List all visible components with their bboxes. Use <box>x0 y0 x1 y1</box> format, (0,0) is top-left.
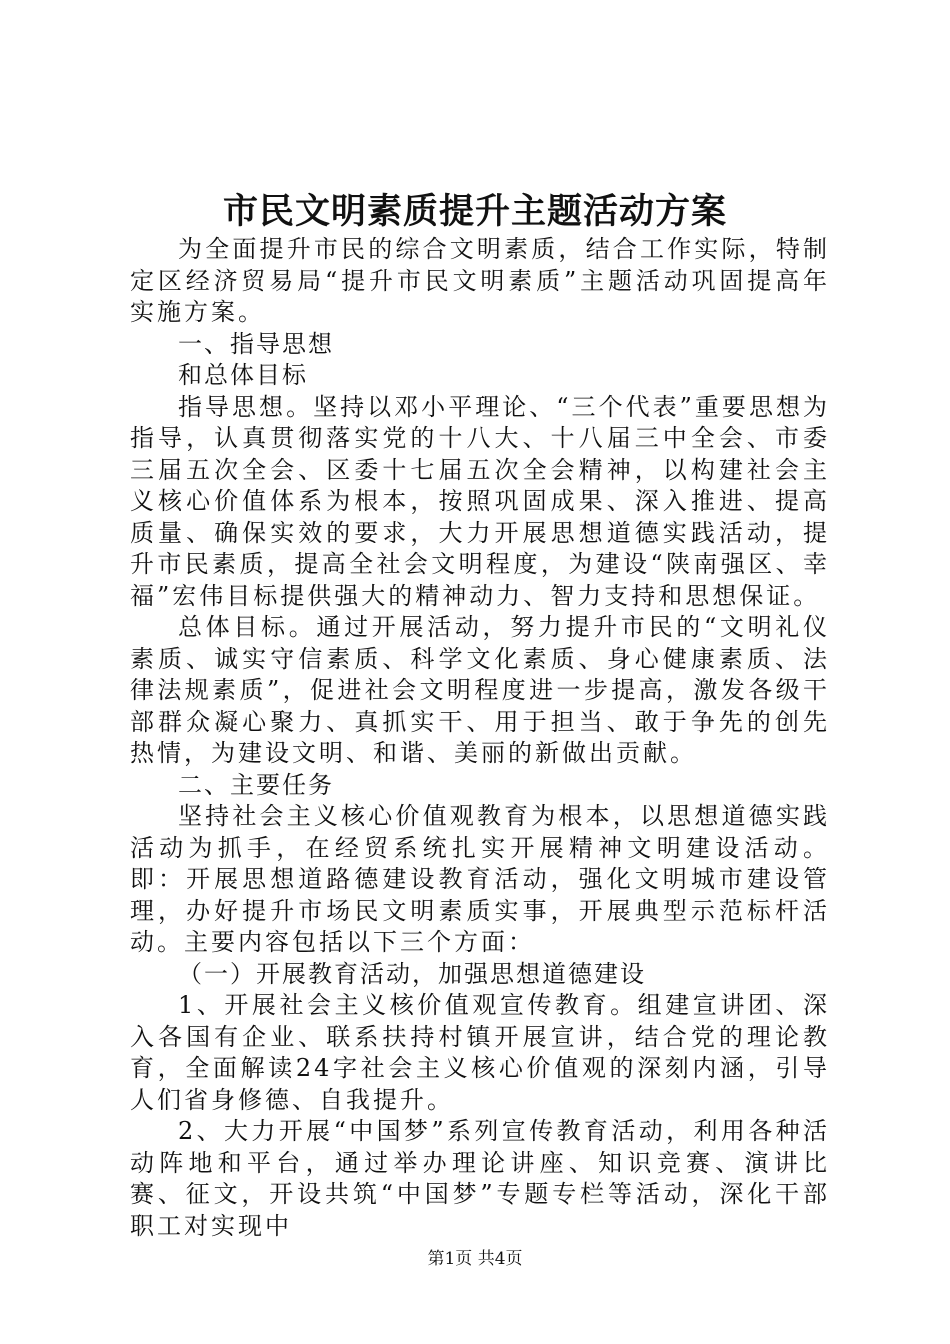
paragraph-guiding-ideology: 指导思想。坚持以邓小平理论、“三个代表”重要思想为指导，认真贯彻落实党的十八大、十八届三中全会、市委三届五次全会、区委十七届五次全会精神，以构建社会主义核心价值体系为根本，按照巩固成果、深入推进、提高质量、确保实效的要求，大力开展思想道德实践活动，提升市民素质，提高全社会文明程度，为建设“陕南强区、幸福”宏伟目标提供强大的精神动力、智力支持和思想保证。 <box>130 392 830 610</box>
section-heading-guiding-ideology: 一、指导思想 <box>178 329 334 358</box>
section-heading-main-tasks: 二、主要任务 <box>178 770 334 799</box>
page-number-footer: 第1页 共4页 <box>427 1249 523 1269</box>
document-body <box>130 234 830 1242</box>
subsection-heading-education: （一）开展教育活动，加强思想道德建设 <box>178 959 646 988</box>
paragraph-overall-goal: 总体目标。通过开展活动，努力提升市民的“文明礼仪素质、诚实守信素质、科学文化素质、身心健康素质、法律法规素质”，促进社会文明程度进一步提高，激发各级干部群众凝心聚力、真抓实干、用于担当、敢于争先的创先热情，为建设文明、和谐、美丽的新做出贡献。 <box>130 613 830 767</box>
paragraph-main-tasks: 坚持社会主义核心价值观教育为根本，以思想道德实践活动为抓手，在经贸系统扎实开展精神文明建设活动。即：开展思想道路德建设教育活动，强化文明城市建设管理，办好提升市场民文明素质实事，开展典型示范标杆活动。主要内容包括以下三个方面： <box>130 802 830 956</box>
paragraph-item-2: 2、大力开展“中国梦”系列宣传教育活动，利用各种活动阵地和平台，通过举办理论讲座、知识竞赛、演讲比赛、征文，开设共筑“中国梦”专题专栏等活动，深化干部职工对实现中 <box>130 1117 830 1240</box>
section-heading-overall-goal: 和总体目标 <box>178 361 308 389</box>
paragraph-intro: 为全面提升市民的综合文明素质，结合工作实际，特制定区经济贸易局“提升市民文明素质”主题活动巩固提高年实施方案。 <box>130 235 830 326</box>
document-title: 市民文明素质提升主题活动方案 <box>222 191 727 232</box>
paragraph-item-1: 1、开展社会主义核价值观宣传教育。组建宣讲团、深入各国有企业、联系扶持村镇开展宣讲，结合党的理论教育，全面解读24字社会主义核心价值观的深刻内涵，引导人们省身修德、自我提升。 <box>130 991 830 1114</box>
